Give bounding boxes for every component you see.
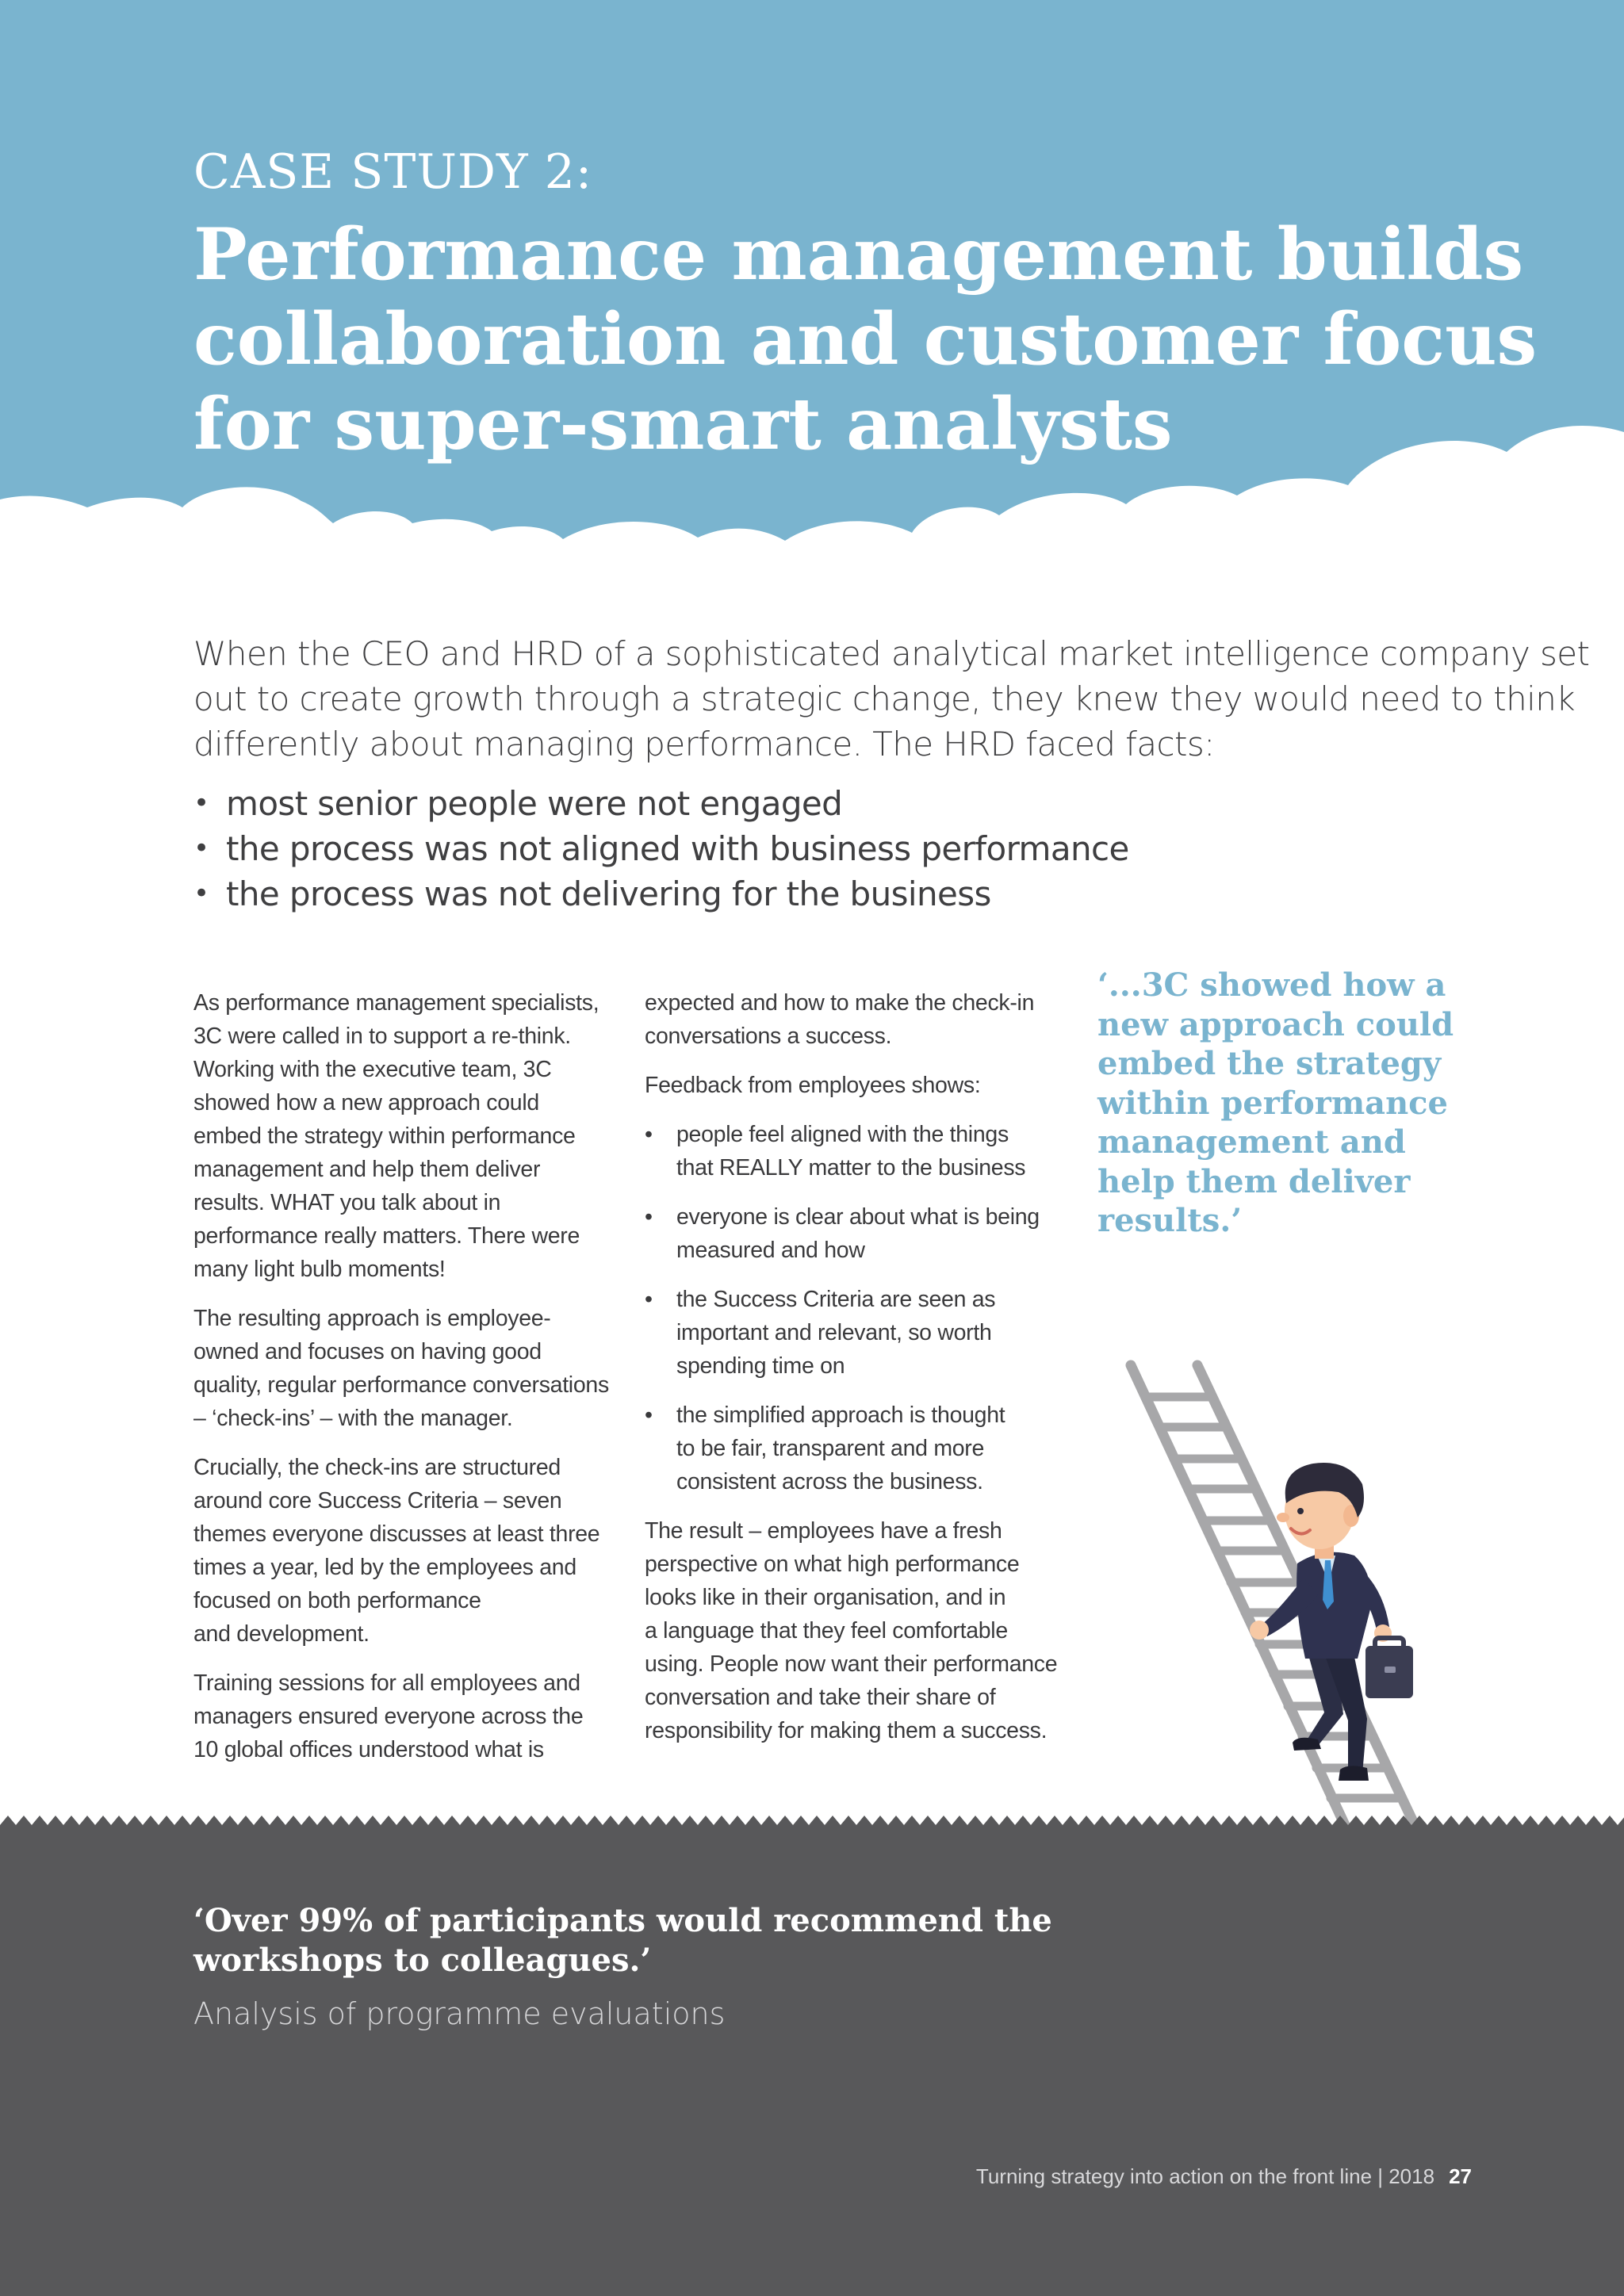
list-item: • most senior people were not engaged (193, 781, 1494, 826)
case-study-label: CASE STUDY 2: (193, 144, 593, 200)
text-line: focused on both performance (193, 1588, 481, 1613)
text-line: important and relevant, so worth (676, 1320, 992, 1345)
title-line: for super-smart analysts (193, 382, 1173, 466)
text-line: many light bulb moments! (193, 1257, 446, 1282)
footer-zigzag-background (0, 1816, 1624, 2296)
quote-line: embed the strategy (1097, 1045, 1442, 1082)
title-line: Performance management builds (193, 212, 1524, 297)
text-line: around core Success Criteria – seven (193, 1488, 562, 1513)
text-line: management and help them deliver (193, 1157, 541, 1182)
quote-line: help them deliver (1097, 1162, 1411, 1200)
intro-bullet-list (193, 781, 1494, 916)
text-line: that REALLY matter to the business (676, 1155, 1026, 1181)
text-line: to be fair, transparent and more (676, 1436, 985, 1461)
text-line: perspective on what high performance (645, 1552, 1020, 1577)
page-number: 27 (1449, 2164, 1472, 2188)
text-line: performance really matters. There were (193, 1223, 580, 1249)
body-column-left (193, 970, 622, 1782)
text-line: results. WHAT you talk about in (193, 1190, 501, 1215)
header-banner (0, 0, 1624, 618)
footer-band (0, 1816, 1624, 2296)
text-line: conversation and take their share of (645, 1685, 996, 1710)
intro-line: differently about managing performance. The HRD faced facts: (193, 725, 1215, 763)
intro-paragraph (193, 631, 1590, 767)
list-item (645, 1399, 1073, 1498)
intro-line: out to create growth through a strategic change, they knew they would need to think (193, 679, 1575, 718)
quote-line: ‘Over 99% of participants would recommend the (193, 1902, 1052, 1939)
text-line: • the simplified approach is thought (676, 1402, 1005, 1428)
text-line: • everyone is clear about what is being (676, 1204, 1040, 1230)
text-line: owned and focuses on having good (193, 1339, 542, 1364)
text-line: Working with the executive team, 3C (193, 1057, 552, 1082)
text-line: embed the strategy within performance (193, 1123, 576, 1149)
quote-source: Analysis of programme evaluations (193, 1996, 726, 2031)
text-line: Training sessions for all employees and (193, 1670, 580, 1696)
list-item (645, 1200, 1073, 1267)
running-footer (976, 2164, 1472, 2189)
title-line: collaboration and customer focus (193, 297, 1538, 381)
text-line: spending time on (676, 1353, 845, 1379)
list-item (645, 1118, 1073, 1184)
text-line: Crucially, the check-ins are structured (193, 1455, 561, 1480)
text-line: consistent across the business. (676, 1469, 983, 1494)
text-line: themes everyone discusses at least three (193, 1521, 600, 1547)
text-line: responsibility for making them a success. (645, 1718, 1048, 1743)
text-line: measured and how (676, 1238, 865, 1263)
text-line: times a year, led by the employees and (193, 1555, 576, 1580)
testimonial-quote (193, 1901, 1224, 1980)
text-line: • the Success Criteria are seen as (676, 1287, 996, 1312)
quote-line: ‘...3C showed how a (1097, 966, 1446, 1004)
quote-line: management and (1097, 1123, 1406, 1161)
text-line: expected and how to make the check-in (645, 990, 1035, 1016)
quote-line: new approach could (1097, 1005, 1454, 1043)
text-line: • people feel aligned with the things (676, 1122, 1009, 1147)
text-line: The resulting approach is employee- (193, 1306, 551, 1331)
text-line: 10 global offices understood what is (193, 1737, 544, 1762)
intro-line: When the CEO and HRD of a sophisticated analytical market intelligence company set (193, 634, 1590, 673)
body-column-middle (645, 970, 1073, 1763)
text-line: using. People now want their performance (645, 1651, 1058, 1677)
feedback-bullet-list (645, 1118, 1073, 1498)
text-line: conversations a success. (645, 1024, 892, 1049)
quote-line: results.’ (1097, 1202, 1243, 1239)
list-item (645, 1283, 1073, 1383)
text-line: The result – employees have a fresh (645, 1518, 1002, 1544)
text-line: a language that they feel comfortable (645, 1618, 1008, 1644)
pull-quote (1097, 966, 1542, 1241)
case-study-title (193, 212, 1538, 467)
text-line: 3C were called in to support a re-think. (193, 1024, 571, 1049)
text-line: showed how a new approach could (193, 1090, 539, 1115)
text-line: – ‘check-ins’ – with the manager. (193, 1406, 513, 1431)
text-line: looks like in their organisation, and in (645, 1585, 1006, 1610)
list-item: • the process was not delivering for the business (193, 871, 1494, 916)
text-line: As performance management specialists, (193, 990, 599, 1016)
running-title: Turning strategy into action on the front line | 2018 (975, 2164, 1435, 2188)
businessman-climbing-ladder-illustration (1110, 1348, 1491, 1839)
text-line: managers ensured everyone across the (193, 1704, 584, 1729)
text-line: and development. (193, 1621, 370, 1647)
quote-line: within performance (1097, 1084, 1448, 1122)
quote-line: workshops to colleagues.’ (193, 1942, 652, 1979)
intro-section (193, 631, 1590, 916)
list-item: • the process was not aligned with business performance (193, 826, 1494, 871)
text-line: quality, regular performance conversations (193, 1372, 609, 1398)
text-line: Feedback from employees shows: (645, 1073, 981, 1098)
